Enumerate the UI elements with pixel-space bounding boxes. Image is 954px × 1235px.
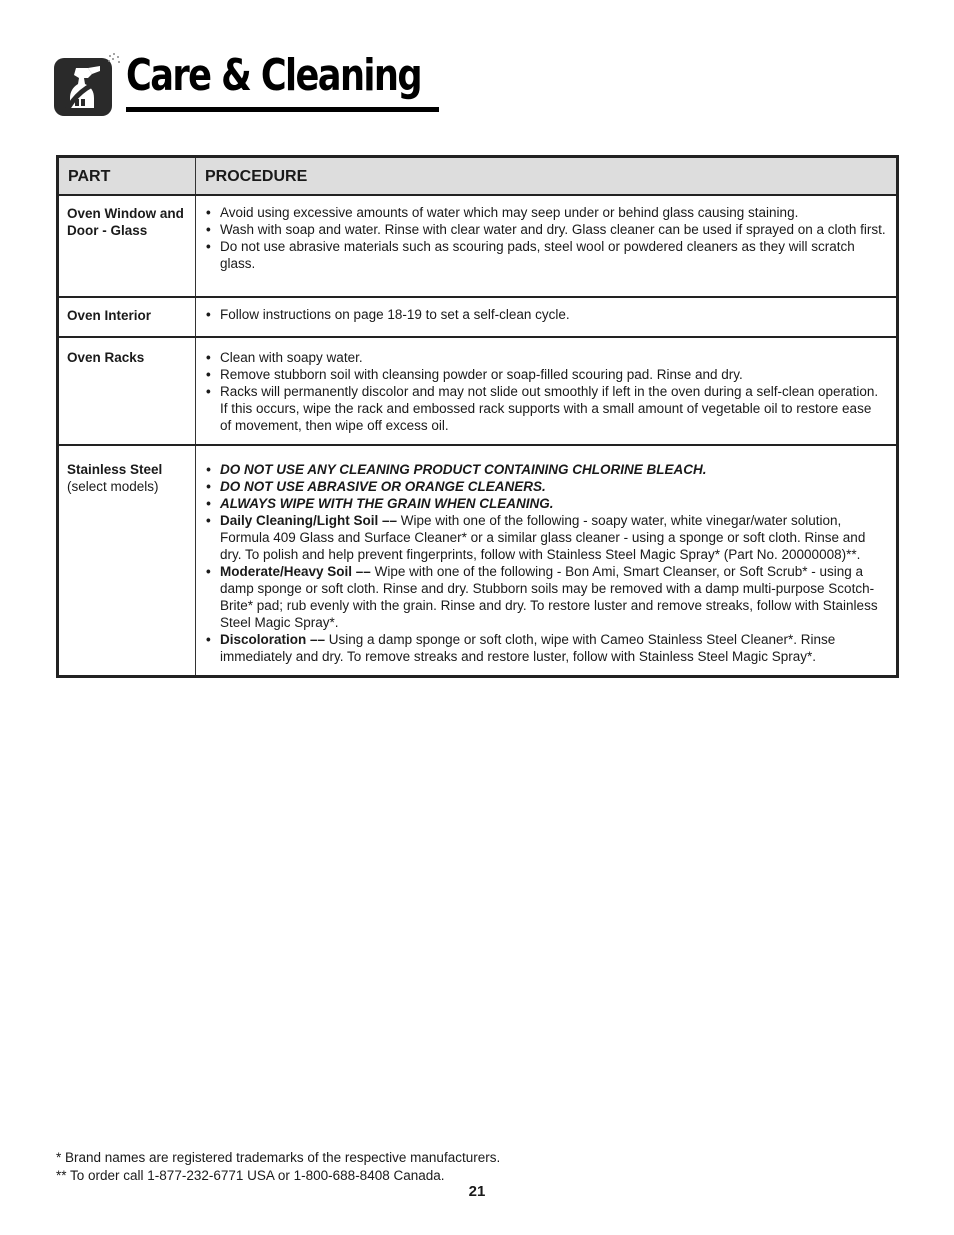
footnotes [56, 1149, 500, 1185]
table-header-row [58, 157, 898, 196]
part-oven-interior: Oven Interior [58, 297, 196, 337]
title-underline [126, 107, 439, 112]
care-cleaning-table [56, 155, 899, 678]
part-name: Stainless Steel [67, 462, 163, 477]
list-item: • Do not use abrasive materials such as scouring pads, steel wool or powdered cleaners as they will scratch glass. [206, 238, 886, 272]
table-row [58, 337, 898, 445]
procedure-oven-window [196, 195, 898, 297]
footnote-order: ** To order call 1-877-232-6771 USA or 1-800-688-8408 Canada. [56, 1168, 445, 1183]
part-note: (select models) [67, 479, 159, 494]
list-item: • Remove stubborn soil with cleansing powder or soap-filled scouring pad. Rinse and dry. [206, 366, 886, 383]
item-text: Wipe with one of the following - Bon Ami, Smart Cleanser, or Soft Scrub* - using a damp sponge or soft cloth. Rinse and dry. Stubborn soils may be removed with a damp multi-purpose Scotch-Brite* pad; rub evenly with the grain. Rinse and dry. To restore luster and remove streaks, follow with Stainless Steel Magic Spray*. [220, 564, 878, 630]
spray-mist-icon [104, 50, 124, 70]
item-text: Using a damp sponge or soft cloth, wipe with Cameo Stainless Steel Cleaner*. Rinse immediately and dry. To remove streaks and restore luster, follow with Stainless Steel Magic Spray*. [220, 632, 836, 664]
warning-item: • DO NOT USE ANY CLEANING PRODUCT CONTAINING CHLORINE BLEACH. [206, 461, 886, 478]
part-oven-window: Oven Window and Door - Glass [58, 195, 196, 297]
table-row [58, 445, 898, 677]
footnote-trademarks: * Brand names are registered trademarks of the respective manufacturers. [56, 1150, 501, 1165]
page-number: 21 [468, 1183, 486, 1200]
item-lead: Moderate/Heavy Soil –– [220, 564, 371, 579]
page-header [54, 50, 421, 120]
part-stainless-steel [58, 445, 196, 677]
list-item: • Wash with soap and water. Rinse with clear water and dry. Glass cleaner can be used if sprayed on a cloth first. [206, 221, 886, 238]
part-oven-racks: Oven Racks [58, 337, 196, 445]
item-lead: Daily Cleaning/Light Soil –– [220, 513, 398, 528]
procedure-stainless-steel [196, 445, 898, 677]
list-item [206, 563, 886, 631]
list-item: • Follow instructions on page 18-19 to set a self-clean cycle. [206, 306, 886, 323]
warning-item: • ALWAYS WIPE WITH THE GRAIN WHEN CLEANING. [206, 495, 886, 512]
warning-item: • DO NOT USE ABRASIVE OR ORANGE CLEANERS. [206, 478, 886, 495]
list-item: • Avoid using excessive amounts of water which may seep under or behind glass causing staining. [206, 204, 886, 221]
item-text: Wipe with one of the following - soapy water, white vinegar/water solution, Formula 409 Glass and Surface Cleaner* or a similar glass cleaner - using a sponge or soft cloth. Rinse and dry. To polish and help prevent fingerprints, follow with Stainless Steel Magic Spray* (Part No. 20000008)**. [220, 513, 866, 562]
list-item [206, 631, 886, 665]
list-item: • Clean with soapy water. [206, 349, 886, 366]
page-title: Care & Cleaning [126, 50, 421, 101]
table-row [58, 297, 898, 337]
procedure-oven-racks [196, 337, 898, 445]
list-item [206, 512, 886, 563]
list-item: • Racks will permanently discolor and may not slide out smoothly if left in the oven during a self-clean operation. If this occurs, wipe the rack and embossed rack supports with a small amount of vegetable oil to restore ease of movement, then wipe off excess oil. [206, 383, 886, 434]
procedure-oven-interior [196, 297, 898, 337]
procedure-column-header: PROCEDURE [196, 157, 898, 196]
part-column-header: PART [58, 157, 196, 196]
item-lead: Discoloration –– [220, 632, 326, 647]
table-row [58, 195, 898, 297]
